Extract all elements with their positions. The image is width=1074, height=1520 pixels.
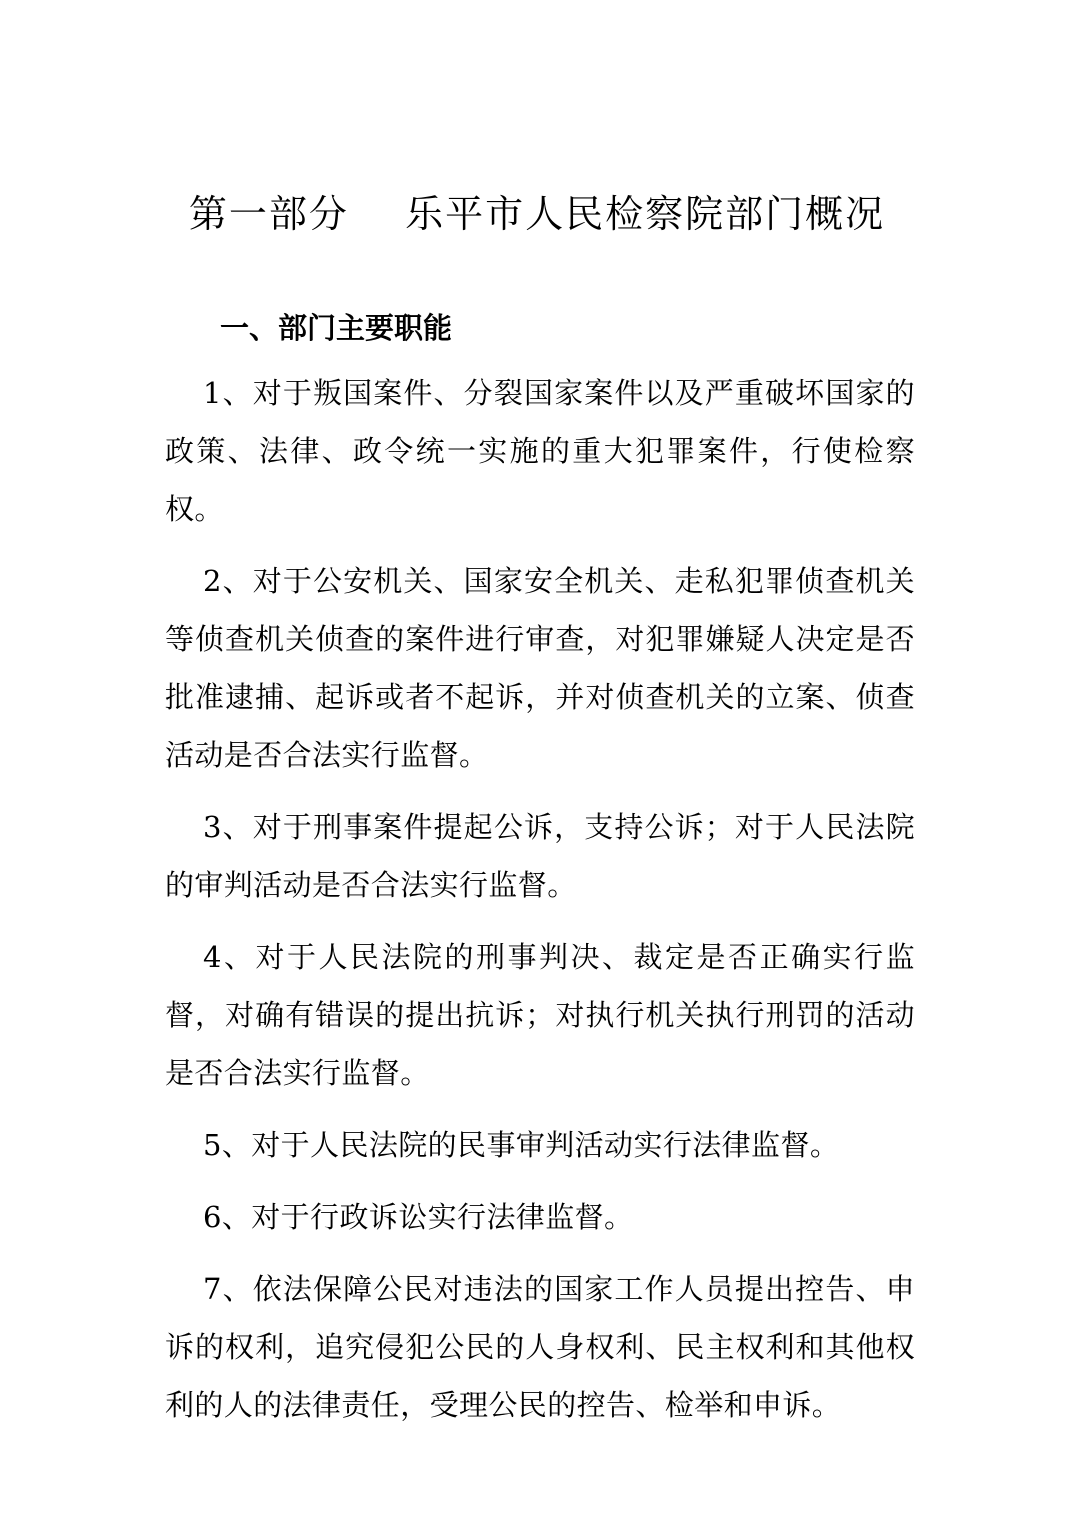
paragraph-3: 3、对于刑事案件提起公诉，支持公诉；对于人民法院的审判活动是否合法实行监督。 <box>165 810 915 902</box>
page-title: 第一部分 乐平市人民检察院部门概况 <box>188 192 886 236</box>
paragraph-1: 1、对于叛国案件、分裂国家案件以及严重破坏国家的政策、法律、政令统一实施的重大犯罪案件，行使检察权。 <box>165 376 915 526</box>
paragraph-7: 7、依法保障公民对违法的国家工作人员提出控告、申诉的权利，追究侵犯公民的人身权利、民主权利和其他权利的人的法律责任，受理公民的控告、检举和申诉。 <box>165 1272 915 1422</box>
section-heading: 一、部门主要职能 <box>220 311 453 345</box>
paragraph-5: 5、对于人民法院的民事审判活动实行法律监督。 <box>203 1128 840 1162</box>
paragraph-6: 6、对于行政诉讼实行法律监督。 <box>203 1200 634 1234</box>
paragraph-4: 4、对于人民法院的刑事判决、裁定是否正确实行监督，对确有错误的提出抗诉；对执行机关执行刑罚的活动是否合法实行监督。 <box>165 940 915 1090</box>
document-body <box>165 364 915 1448</box>
paragraph-2: 2、对于公安机关、国家安全机关、走私犯罪侦查机关等侦查机关侦查的案件进行审查，对犯罪嫌疑人决定是否批准逮捕、起诉或者不起诉，并对侦查机关的立案、侦查活动是否合法实行监督。 <box>165 564 915 772</box>
